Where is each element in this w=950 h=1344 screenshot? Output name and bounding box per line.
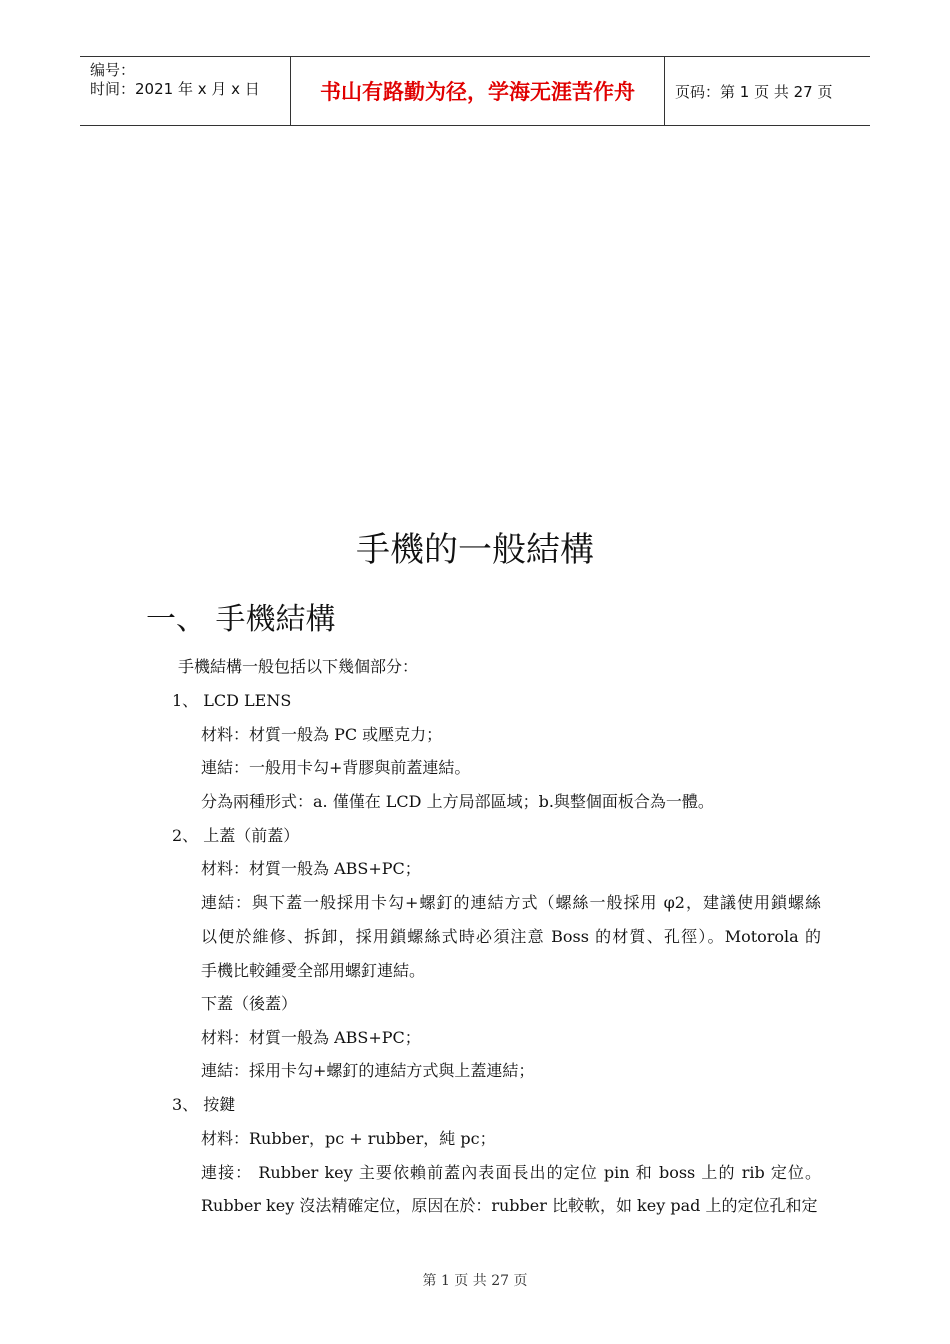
item-heading-lcd-lens: 1、 LCD LENS: [172, 691, 292, 710]
header-motto: 书山有路勤为径，学海无涯苦作舟: [291, 57, 665, 125]
intro-line: 手機結構一般包括以下幾個部分：: [178, 657, 419, 676]
body-line: 以便於維修、拆卸，採用鎖螺絲式時必須注意 Boss 的材質、孔徑）。Motorola 的: [201, 927, 821, 946]
body-line: 分為兩種形式：a. 僅僅在 LCD 上方局部區域；b.與整個面板合為一體。: [201, 792, 714, 811]
header-page-info: 页码：第 1 页 共 27 页: [675, 82, 833, 101]
item-heading-upper-cover: 2、 上蓋（前蓋）: [172, 826, 300, 845]
sub-heading-lower-cover: 下蓋（後蓋）: [201, 994, 298, 1013]
document-number-label: 编号：: [90, 61, 136, 79]
body-line: 連接： Rubber key 主要依賴前蓋內表面長出的定位 pin 和 boss 上的 rib 定位。: [201, 1163, 821, 1182]
item-heading-keys: 3、 按鍵: [172, 1095, 236, 1114]
section-heading: 一、 手機結構: [146, 602, 336, 637]
document-title: 手機的一般結構: [356, 530, 594, 570]
page-footer: 第 1 页 共 27 页: [422, 1273, 528, 1289]
body-line: 連結：與下蓋一般採用卡勾+螺釘的連結方式（螺絲一般採用 φ2，建議使用鎖螺絲: [201, 893, 821, 912]
header-meta: [80, 57, 291, 125]
body-line: 手機比較鍾愛全部用螺釘連結。: [201, 961, 426, 980]
body-line: 材料：材質一般為 PC 或壓克力；: [201, 725, 443, 744]
page-header: [80, 56, 870, 126]
body-line: 材料：Rubber，pc + rubber，純 pc；: [201, 1129, 496, 1148]
body-line: 材料：材質一般為 ABS+PC；: [201, 859, 421, 878]
body-line: 連結：一般用卡勾+背膠與前蓋連結。: [201, 758, 471, 777]
body-line: 連結：採用卡勾+螺釘的連結方式與上蓋連結；: [201, 1061, 535, 1080]
body-line: 材料：材質一般為 ABS+PC；: [201, 1028, 421, 1047]
body-line: Rubber key 沒法精確定位，原因在於：rubber 比較軟，如 key pad 上的定位孔和定: [201, 1196, 818, 1215]
document-time-label: 时间：2021 年 x 月 x 日: [90, 80, 260, 98]
